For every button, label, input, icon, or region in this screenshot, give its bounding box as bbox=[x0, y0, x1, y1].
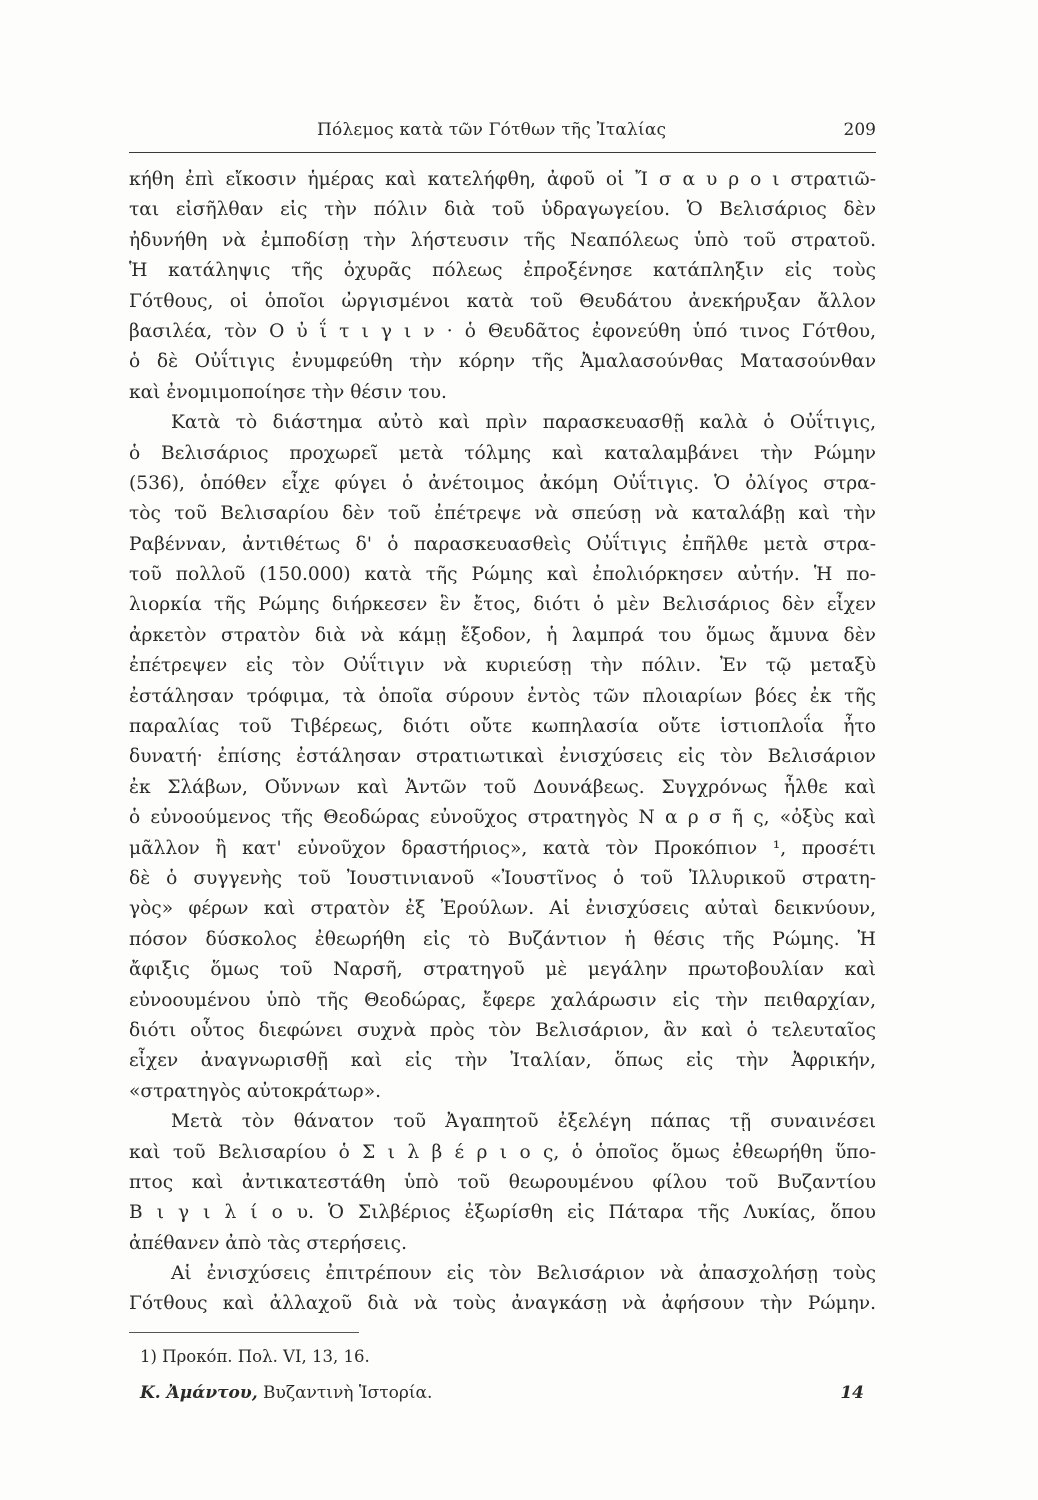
book-page bbox=[129, 118, 876, 1403]
text-line: Ραβένναν, ἀντιθέτως δ' ὁ παρασκευασθεὶς Οὐΐτιγις ἐπῆλθε μετὰ στρα- bbox=[129, 533, 876, 555]
text-line: ἐκ Σλάβων, Οὔννων καὶ Ἀντῶν τοῦ Δουνάβεως. Συγχρόνως ἦλθε καὶ bbox=[129, 776, 876, 798]
text-line: εἶχεν ἀναγνωρισθῇ καὶ εἰς τὴν Ἰταλίαν, ὅπως εἰς τὴν Ἀφρικήν, bbox=[129, 1050, 876, 1072]
running-header bbox=[129, 118, 876, 152]
text-line: ὁ δὲ Οὐΐτιγις ἐνυμφεύθη τὴν κόρην τῆς Ἀμαλασούνθας Ματασούνθαν bbox=[129, 351, 876, 373]
text-line: παραλίας τοῦ Τιβέρεως, διότι οὔτε κωπηλασία οὔτε ἱστιοπλοΐα ἦτο bbox=[129, 716, 876, 738]
text-line: ἐστάλησαν τρόφιμα, τὰ ὁποῖα σύρουν ἐντὸς τῶν πλοιαρίων βόες ἐκ τῆς bbox=[129, 685, 876, 707]
text-line: Μετὰ τὸν θάνατον τοῦ Ἀγαπητοῦ ἐξελέγη πάπας τῇ συναινέσει bbox=[171, 1111, 876, 1133]
text-line: εὐνοουμένου ὑπὸ τῆς Θεοδώρας, ἔφερε χαλάρωσιν εἰς τὴν πειθαρχίαν, bbox=[129, 989, 876, 1011]
text-line: ἀπέθανεν ἀπὸ τὰς στερήσεις. bbox=[129, 1232, 407, 1254]
text-line: ἄφιξις ὅμως τοῦ Ναρσῆ, στρατηγοῦ μὲ μεγάλην πρωτοβουλίαν καὶ bbox=[129, 959, 876, 981]
text-line: ὁ εὐνοούμενος τῆς Θεοδώρας εὐνοῦχος στρατηγὸς Ν α ρ σ ῆ ς, «ὀξὺς καὶ bbox=[129, 807, 876, 829]
text-line: «στρατηγὸς αὐτοκράτωρ». bbox=[129, 1080, 382, 1102]
header-rule bbox=[129, 152, 876, 153]
text-line: τοῦ πολλοῦ (150.000) κατὰ τῆς Ρώμης καὶ ἐπολιόρκησεν αὐτήν. Ἡ πο- bbox=[129, 564, 876, 586]
text-line: ἀρκετὸν στρατὸν διὰ νὰ κάμῃ ἔξοδον, ἡ λαμπρά του ὅμως ἄμυνα δὲν bbox=[129, 624, 876, 646]
text-line: ται εἰσῆλθαν εἰς τὴν πόλιν διὰ τοῦ ὑδραγωγείου. Ὁ Βελισάριος δὲν bbox=[129, 199, 876, 221]
text-line: τὸς τοῦ Βελισαρίου δὲν τοῦ ἐπέτρεψε νὰ σπεύσῃ νὰ καταλάβῃ καὶ τὴν bbox=[129, 503, 876, 525]
text-line: καὶ ἐνομιμοποίησε τὴν θέσιν του. bbox=[129, 381, 447, 403]
text-line: ἠδυνήθη νὰ ἐμποδίσῃ τὴν λήστευσιν τῆς Νεαπόλεως ὑπὸ τοῦ στρατοῦ. bbox=[129, 229, 876, 251]
signature-author: Κ. Ἀμάντου, bbox=[140, 1382, 258, 1403]
text-line: ὁ Βελισάριος προχωρεῖ μετὰ τόλμης καὶ καταλαμβάνει τὴν Ρώμην bbox=[129, 442, 876, 464]
text-line: κήθη ἐπὶ εἴκοσιν ἡμέρας καὶ κατελήφθη, ἀφοῦ οἱ Ἴ σ α υ ρ ο ι στρατιῶ- bbox=[129, 169, 876, 190]
text-line: Γότθους καὶ ἀλλαχοῦ διὰ νὰ τοὺς ἀναγκάσῃ νὰ ἀφήσουν τὴν Ρώμην. bbox=[129, 1293, 876, 1315]
signature-work: Βυζαντινὴ Ἱστορία. bbox=[263, 1382, 433, 1403]
text-line: βασιλέα, τὸν Ο ὐ ΐ τ ι γ ι ν · ὁ Θευδᾶτος ἐφονεύθη ὑπό τινος Γότθου, bbox=[129, 320, 876, 342]
text-line: (536), ὁπόθεν εἶχε φύγει ὁ ἀνέτοιμος ἀκόμη Οὐΐτιγις. Ὁ ὀλίγος στρα- bbox=[129, 472, 876, 494]
signature-line bbox=[129, 1383, 876, 1403]
text-line: ἐπέτρεψεν εἰς τὸν Οὐΐτιγιν νὰ κυριεύσῃ τὴν πόλιν. Ἐν τῷ μεταξὺ bbox=[129, 655, 876, 677]
text-line: Κατὰ τὸ διάστημα αὐτὸ καὶ πρὶν παρασκευασθῇ καλὰ ὁ Οὐΐτιγις, bbox=[171, 412, 876, 434]
running-title: Πόλεμος κατὰ τῶν Γότθων τῆς Ἰταλίας bbox=[317, 120, 667, 140]
text-line: Ἡ κατάληψις τῆς ὀχυρᾶς πόλεως ἐπροξένησε κατάπληξιν εἰς τοὺς bbox=[129, 260, 876, 282]
text-line: δὲ ὁ συγγενὴς τοῦ Ἰουστινιανοῦ «Ἰουστῖνος ὁ τοῦ Ἰλλυρικοῦ στρατη- bbox=[129, 867, 876, 889]
text-line: δυνατή· ἐπίσης ἐστάλησαν στρατιωτικαὶ ἐνισχύσεις εἰς τὸν Βελισάριον bbox=[129, 746, 876, 768]
text-line: Γότθους, οἱ ὁποῖοι ὠργισμένοι κατὰ τοῦ Θευδάτου ἀνεκήρυξαν ἄλλον bbox=[129, 290, 876, 312]
text-line: Β ι γ ι λ ί ο υ. Ὁ Σιλβέριος ἐξωρίσθη εἰς Πάταρα τῆς Λυκίας, ὅπου bbox=[129, 1202, 876, 1224]
text-line: πτος καὶ ἀντικατεστάθη ὑπὸ τοῦ θεωρουμένου φίλου τοῦ Βυζαντίου bbox=[129, 1171, 876, 1193]
text-line: καὶ τοῦ Βελισαρίου ὁ Σ ι λ β έ ρ ι ο ς, ὁ ὁποῖος ὅμως ἐθεωρήθη ὕπο- bbox=[129, 1141, 876, 1163]
text-line: μᾶλλον ἢ κατ' εὐνοῦχον δραστήριος», κατὰ τὸν Προκόπιον ¹, προσέτι bbox=[129, 837, 876, 859]
body-text bbox=[129, 165, 876, 1320]
footnote-rule bbox=[129, 1332, 359, 1333]
footnote: 1) Προκόπ. Πολ. VI, 13, 16. bbox=[140, 1346, 370, 1366]
text-line: γὸς» φέρων καὶ στρατὸν ἐξ Ἐρούλων. Αἱ ἐνισχύσεις αὐταὶ δεικνύουν, bbox=[129, 898, 876, 920]
text-line: πόσον δύσκολος ἐθεωρήθη εἰς τὸ Βυζάντιον ἡ θέσις τῆς Ρώμης. Ἡ bbox=[129, 928, 876, 950]
page-number: 209 bbox=[843, 120, 876, 140]
text-line: διότι οὗτος διεφώνει συχνὰ πρὸς τὸν Βελισάριον, ἂν καὶ ὁ τελευταῖος bbox=[129, 1019, 876, 1041]
text-line: λιορκία τῆς Ρώμης διήρκεσεν ἓν ἔτος, διότι ὁ μὲν Βελισάριος δὲν εἶχεν bbox=[129, 594, 876, 616]
text-line: Αἱ ἐνισχύσεις ἐπιτρέπουν εἰς τὸν Βελισάριον νὰ ἀπασχολήσῃ τοὺς bbox=[171, 1263, 876, 1285]
sheet-number: 14 bbox=[840, 1382, 864, 1403]
